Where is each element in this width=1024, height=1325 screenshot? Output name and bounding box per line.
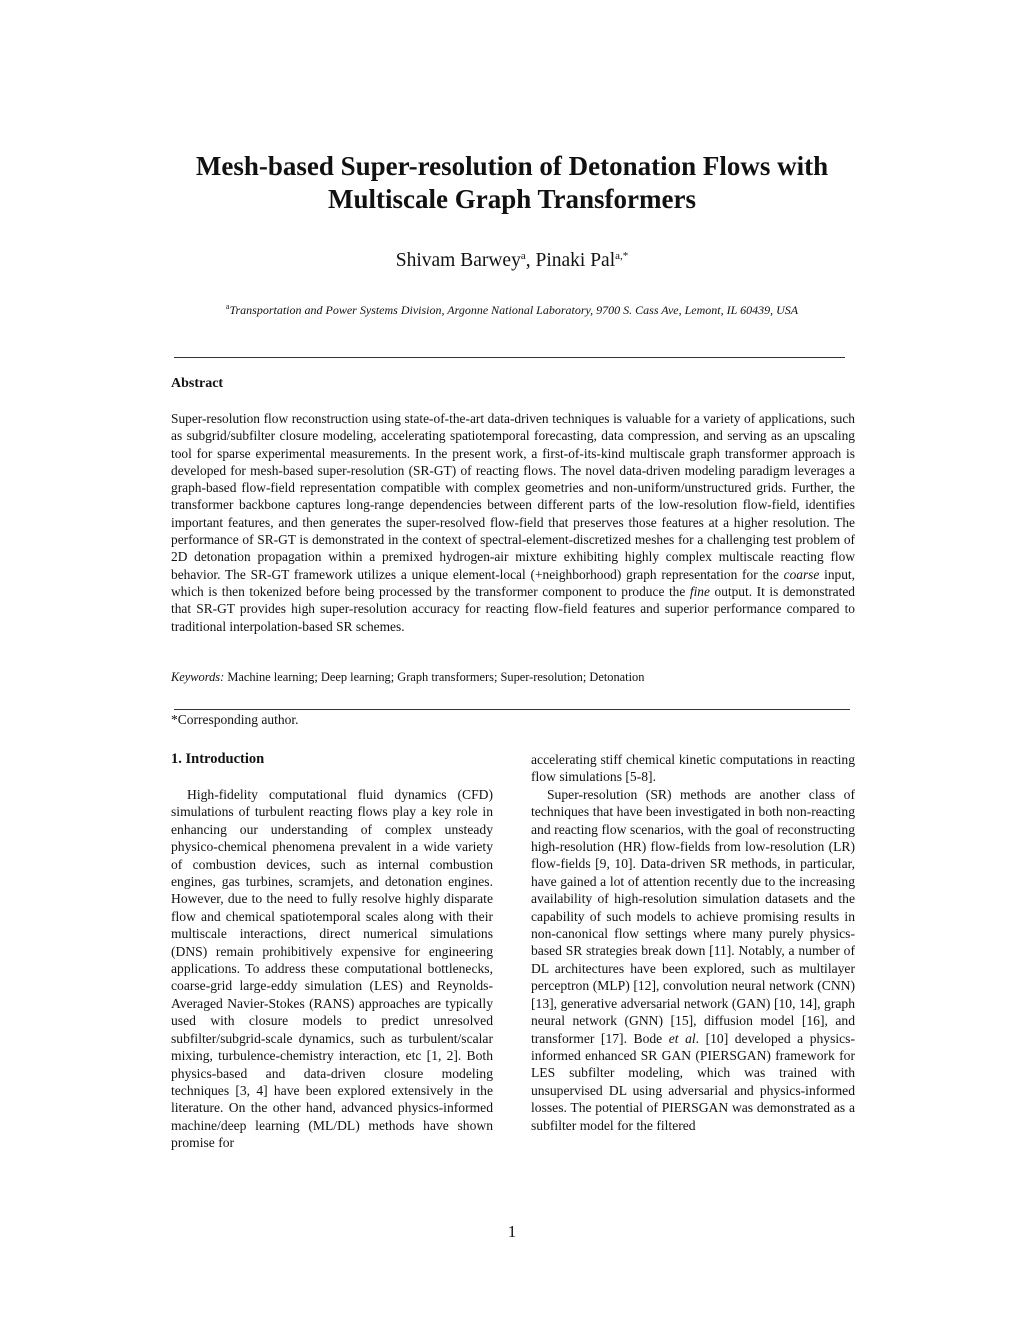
intro-paragraph-2 <box>531 786 855 1134</box>
abstract-heading: Abstract <box>171 376 224 391</box>
author-separator: , <box>525 250 536 271</box>
page-number: 1 <box>507 1222 517 1241</box>
abstract-body <box>171 410 855 635</box>
affiliation-mark: a <box>225 302 230 311</box>
right-column <box>531 751 855 1134</box>
abstract-fine-emphasis: fine <box>689 583 710 599</box>
title-line-1: Mesh-based Super-resolution of Detonation Flows with <box>195 151 829 181</box>
affiliation-text: Transportation and Power Systems Division, Argonne National Laboratory, 9700 S. Cass Ave, Lemont, IL 60439, USA <box>229 303 799 317</box>
author-1: Shivam Barwey <box>395 250 521 271</box>
author-2-affiliation-mark: a,* <box>615 250 629 262</box>
abstract-coarse-emphasis: coarse <box>783 566 820 582</box>
author-list <box>0 250 1024 272</box>
corresponding-author-note: *Corresponding author. <box>171 712 299 727</box>
intro-paragraph-2-text-b: . [10] developed a physics-informed enhanced SR GAN (PIERSGAN) framework for LES subfilter modeling, which was trained with unsupervised DL using adversarial and physics-informed losses. The potential of PIERSGAN was demonstrated as a subfilter model for the filtered <box>531 1030 855 1133</box>
author-2: Pinaki Pal <box>535 250 616 271</box>
author-1-affiliation-mark: a <box>520 250 526 262</box>
intro-paragraph-1: High-fidelity computational fluid dynamics (CFD) simulations of turbulent reacting flows play a key role in enhancing our understanding of complex unsteady physico-chemical phenomena prevalent in a wide variety of combustion devices, such as internal combustion engines, gas turbines, scramjets, and detonation engines. However, due to the need to fully resolve highly disparate flow and chemical spatiotemporal scales along with their multiscale interactions, direct numerical simulations (DNS) remain prohibitively expensive for engineering applications. To address these computational bottlenecks, coarse-grid large-eddy simulation (LES) and Reynolds-Averaged Navier-Stokes (RANS) approaches are typically used with closure models to predict unresolved subfilter/subgrid-scale dynamics, such as turbulent/scalar mixing, turbulence-chemistry interaction, etc [1, 2]. Both physics-based and data-driven closure modeling techniques [3, 4] have been explored extensively in the literature. On the other hand, advanced physics-informed machine/deep learning (ML/DL) methods have shown promise for <box>171 787 493 1151</box>
left-column <box>171 786 493 1152</box>
keywords-text: Machine learning; Deep learning; Graph transformers; Super-resolution; Detonation <box>224 670 645 684</box>
intro-paragraph-1-continued: accelerating stiff chemical kinetic computations in reacting flow simulations [5-8]. <box>531 752 855 785</box>
footnote-divider <box>174 709 850 710</box>
abstract-text-1: Super-resolution flow reconstruction using state-of-the-art data-driven techniques is valuable for a variety of applications, such as subgrid/subfilter closure modeling, accelerating spatiotemporal forecasting, data compression, and serving as an upscaling tool for sparse experimental measurements. In the present work, a first-of-its-kind multiscale graph transformer approach is developed for mesh-based super-resolution (SR-GT) of reacting flows. The novel data-driven modeling paradigm leverages a graph-based flow-field representation compatible with complex geometries and non-uniform/unstructured grids. Further, the transformer backbone captures long-range dependencies between different parts of the low-resolution flow-field, identifies important features, and then generates the super-resolved flow-field that preserves those features at a higher resolution. The performance of SR-GT is demonstrated in the context of spectral-element-discretized meshes for a challenging test problem of 2D detonation propagation within a premixed hydrogen-air mixture exhibiting highly complex multiscale reacting flow behavior. The SR-GT framework utilizes a unique element-local (+neighborhood) graph representation for the <box>171 411 855 582</box>
abstract-text-3: output. It is demonstrated that SR-GT provides high super-resolution accuracy for reacting flow-field features and superior performance compared to traditional interpolation-based SR schemes. <box>171 583 855 634</box>
title-line-2: Multiscale Graph Transformers <box>328 184 696 214</box>
abstract-text-2: input, which is then tokenized before being processed by the transformer component to produce the <box>171 566 855 599</box>
intro-paragraph-2-text-a: Super-resolution (SR) methods are another class of techniques that have been investigated in both non-reacting and reacting flow scenarios, with the goal of reconstructing high-resolution (HR) flow-fields from low-resolution (LR) flow-fields [9, 10]. Data-driven SR methods, in particular, have gained a lot of attention recently due to the increasing availability of high-resolution simulation datasets and the capability of such models to achieve promising results in non-canonical flow settings where many purely physics-based SR strategies break down [11]. Notably, a number of DL architectures have been explored, such as multilayer perceptron (MLP) [12], convolution neural network (CNN) [13], generative adversarial network (GAN) [10, 14], graph neural network (GNN) [15], diffusion model [16], and transformer [17]. Bode <box>531 786 855 1046</box>
introduction-heading: 1. Introduction <box>171 751 265 767</box>
et-al-emphasis: et al <box>668 1030 696 1046</box>
header-divider <box>174 357 845 358</box>
keywords <box>171 670 855 685</box>
keywords-label: Keywords: <box>171 670 225 684</box>
paper-title <box>0 150 1024 216</box>
affiliation <box>0 302 1024 318</box>
